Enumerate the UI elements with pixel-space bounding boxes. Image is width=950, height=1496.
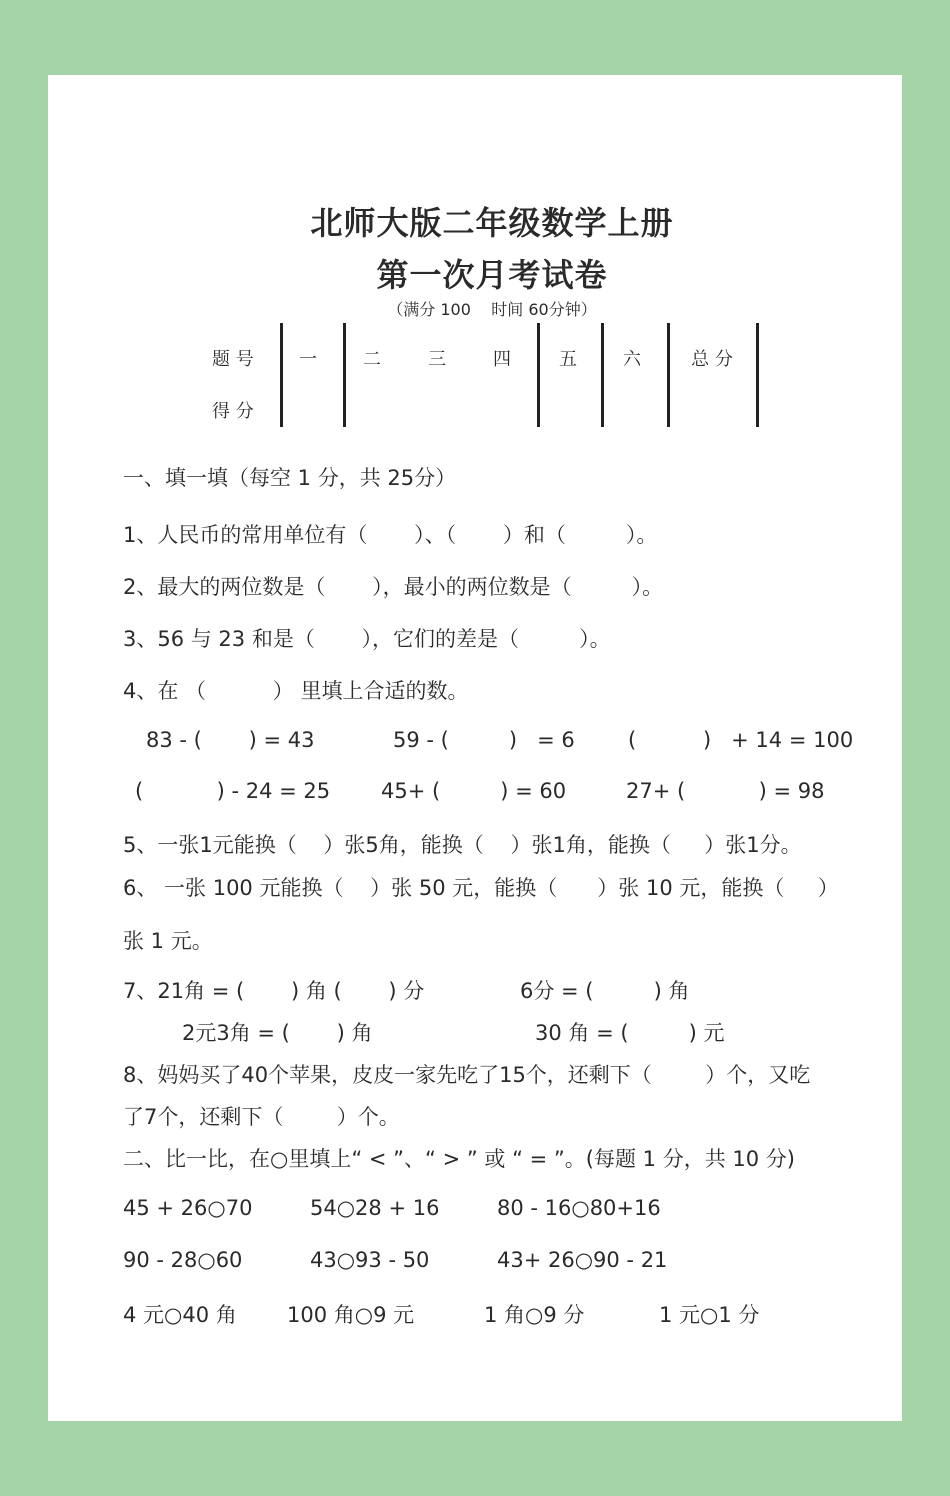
- section2-heading: 二、比一比，在○里填上“ < ”、“ > ” 或 “ = ”。(每题 1 分，共 10 分): [123, 1147, 795, 1171]
- score-table-divider: [280, 323, 283, 427]
- score-col-6: 六: [623, 349, 641, 370]
- score-col-total: 总 分: [691, 349, 733, 370]
- exam-title-line1: 北师大版二年级数学上册: [310, 204, 674, 242]
- question-7-calc: 7、21角 = ( ) 角 ( ) 分: [123, 979, 425, 1003]
- question-6-line2: 张 1 元。: [123, 929, 213, 953]
- comparison-item: 45 + 26○70: [123, 1196, 253, 1220]
- question-3: 3、56 与 23 和是（ ），它们的差是（ ）。: [123, 627, 611, 651]
- score-table-divider: [343, 323, 346, 427]
- question-7-calc: 30 角 = ( ) 元: [535, 1021, 725, 1045]
- question-5: 5、一张1元能换（ ）张5角，能换（ ）张1角，能换（ ）张1分。: [123, 833, 802, 857]
- score-col-5: 五: [559, 349, 577, 370]
- score-row-label-score: 得 分: [212, 401, 254, 422]
- question-6-line1: 6、 一张 100 元能换（ ）张 50 元，能换（ ）张 10 元，能换（ ）: [123, 876, 839, 900]
- question-7-calc: 6分 = ( ) 角: [520, 979, 690, 1003]
- q4-calc: ( ) - 24 = 25: [135, 779, 331, 803]
- score-table-divider: [756, 323, 759, 427]
- q4-calc: 83 - ( ) = 43: [146, 728, 315, 752]
- question-4: 4、在 （ ） 里填上合适的数。: [123, 679, 469, 703]
- section1-heading: 一、填一填（每空 1 分，共 25分）: [123, 466, 457, 490]
- q4-calc: 27+ ( ) = 98: [626, 779, 825, 803]
- comparison-item: 43○93 - 50: [310, 1248, 430, 1272]
- question-2: 2、最大的两位数是（ ），最小的两位数是（ ）。: [123, 575, 664, 599]
- question-7-calc: 2元3角 = ( ) 角: [182, 1021, 373, 1045]
- q4-calc: 59 - ( ) = 6: [393, 728, 575, 752]
- score-col-3: 三: [428, 349, 446, 370]
- score-table-divider: [537, 323, 540, 427]
- score-col-2: 二: [363, 349, 381, 370]
- question-8-line2: 了7个，还剩下（ ）个。: [123, 1105, 400, 1129]
- comparison-item: 43+ 26○90 - 21: [497, 1248, 668, 1272]
- score-col-1: 一: [299, 349, 317, 370]
- comparison-item: 80 - 16○80+16: [497, 1196, 661, 1220]
- score-table-divider: [601, 323, 604, 427]
- score-row-label-number: 题 号: [212, 349, 254, 370]
- comparison-item: 90 - 28○60: [123, 1248, 243, 1272]
- comparison-item: 54○28 + 16: [310, 1196, 440, 1220]
- comparison-item: 1 角○9 分: [484, 1303, 585, 1327]
- comparison-item: 100 角○9 元: [287, 1303, 415, 1327]
- question-1: 1、人民币的常用单位有（ ）、（ ）和（ ）。: [123, 523, 658, 547]
- q4-calc: ( ) + 14 = 100: [628, 728, 854, 752]
- exam-title-line2: 第一次月考试卷: [376, 256, 608, 294]
- comparison-item: 1 元○1 分: [659, 1303, 760, 1327]
- score-col-4: 四: [493, 349, 511, 370]
- q4-calc: 45+ ( ) = 60: [381, 779, 567, 803]
- question-8-line1: 8、妈妈买了40个苹果，皮皮一家先吃了15个，还剩下（ ）个，又吃: [123, 1063, 811, 1087]
- exam-subtitle: （满分 100 时间 60分钟）: [387, 300, 597, 319]
- score-table-divider: [667, 323, 670, 427]
- comparison-item: 4 元○40 角: [123, 1303, 237, 1327]
